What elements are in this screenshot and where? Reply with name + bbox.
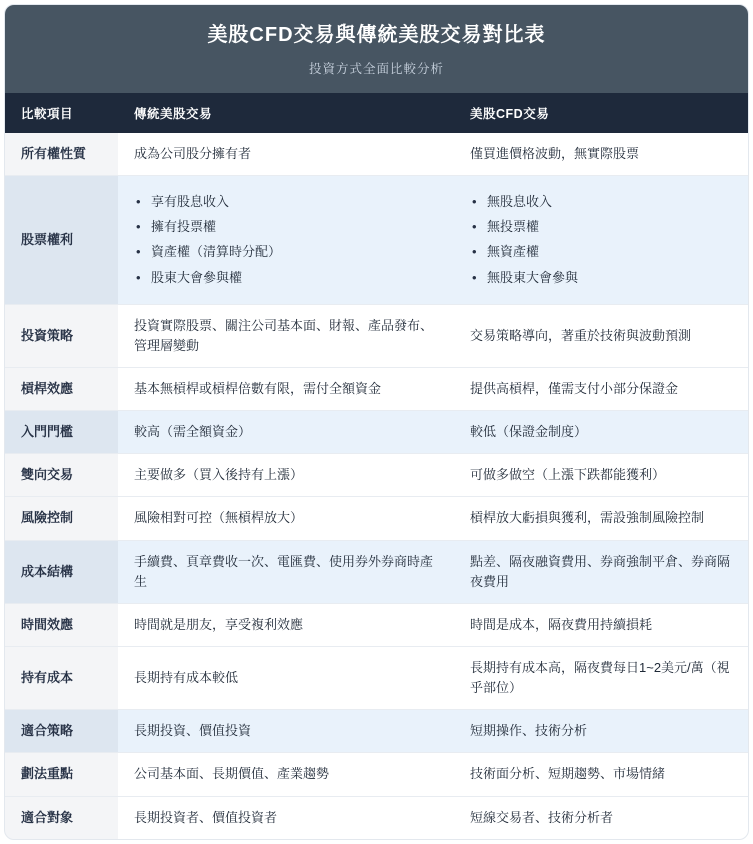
cfd-cell: 提供高槓桿，僅需支付小部分保證金 xyxy=(470,380,679,396)
table-row xyxy=(5,603,748,646)
table-row xyxy=(5,304,748,367)
cfd-cell: 可做多做空（上漲下跌都能獲利） xyxy=(470,467,666,483)
row-label: 時間效應 xyxy=(5,603,118,646)
table-row xyxy=(5,540,748,603)
row-label: 劃法重點 xyxy=(5,753,118,796)
traditional-cell: 主要做多（買入後持有上漲） xyxy=(134,467,304,483)
table-row xyxy=(5,133,748,176)
table-header-row xyxy=(5,93,748,133)
cfd-cell: 較低（保證金制度） xyxy=(470,424,588,440)
row-label: 股票權利 xyxy=(5,176,118,305)
traditional-cell: 風險相對可控（無槓桿放大） xyxy=(134,510,304,526)
bullet-item: • 無投票權 xyxy=(470,217,732,237)
row-label: 槓桿效應 xyxy=(5,367,118,410)
bullet-list xyxy=(470,192,732,288)
bullet-item: • 無資產權 xyxy=(470,242,732,262)
row-label: 持有成本 xyxy=(5,646,118,709)
table-row xyxy=(5,454,748,497)
cfd-cell: 點差、隔夜融資費用、券商強制平倉、券商隔夜費用 xyxy=(470,553,731,589)
table-row xyxy=(5,497,748,540)
traditional-cell: 長期持有成本較低 xyxy=(134,670,239,686)
row-label: 適合策略 xyxy=(5,710,118,753)
bullet-item: • 無股東大會參與 xyxy=(470,268,732,288)
bullet-item: • 擁有投票權 xyxy=(134,217,438,237)
table-row xyxy=(5,411,748,454)
row-label: 雙向交易 xyxy=(5,454,118,497)
cfd-cell: 時間是成本，隔夜費用持續損耗 xyxy=(470,616,653,632)
row-label: 入門門檻 xyxy=(5,411,118,454)
traditional-cell: 基本無槓桿或槓桿倍數有限，需付全額資金 xyxy=(134,380,382,396)
cfd-cell: 短線交易者、技術分析者 xyxy=(470,809,614,825)
row-label: 成本結構 xyxy=(5,540,118,603)
bullet-list xyxy=(134,192,438,288)
row-label: 所有權性質 xyxy=(5,133,118,176)
table-row xyxy=(5,367,748,410)
row-label: 風險控制 xyxy=(5,497,118,540)
cfd-cell: 長期持有成本高，隔夜費每日1~2美元/萬（視乎部位） xyxy=(470,659,730,696)
cfd-cell: 技術面分析、短期趨勢、市場情緒 xyxy=(470,766,666,782)
bullet-item: • 享有股息收入 xyxy=(134,192,438,212)
traditional-cell: 較高（需全額資金） xyxy=(134,424,252,440)
comparison-table xyxy=(5,93,748,839)
bullet-item: • 無股息收入 xyxy=(470,192,732,212)
row-label: 投資策略 xyxy=(5,304,118,367)
traditional-cell xyxy=(118,176,454,305)
cfd-cell: 僅買進價格波動，無實際股票 xyxy=(470,146,640,161)
traditional-cell: 公司基本面、長期價值、產業趨勢 xyxy=(134,766,330,782)
cfd-cell: 短期操作、技術分析 xyxy=(470,723,588,739)
bullet-item: • 資產權（清算時分配） xyxy=(134,242,438,262)
table-row xyxy=(5,176,748,305)
column-header-item: 比較項目 xyxy=(5,93,118,133)
comparison-card xyxy=(4,4,749,840)
cfd-cell: 槓桿放大虧損與獲利，需設強制風險控制 xyxy=(470,510,705,526)
bullet-item: • 股東大會參與權 xyxy=(134,268,438,288)
cfd-cell: 交易策略導向，著重於技術與波動預測 xyxy=(470,327,692,343)
column-header-cfd: 美股CFD交易 xyxy=(454,93,748,133)
page-title: 美股CFD交易與傳統美股交易對比表 xyxy=(207,24,546,46)
page-header xyxy=(5,5,748,93)
page-subtitle: 投資方式全面比較分析 xyxy=(308,62,444,76)
traditional-cell: 長期投資、價值投資 xyxy=(134,723,252,739)
traditional-cell: 長期投資者、價值投資者 xyxy=(134,809,278,825)
traditional-cell: 成為公司股分擁有者 xyxy=(134,146,252,161)
cfd-cell xyxy=(454,176,748,305)
traditional-cell: 時間就是朋友，享受複利效應 xyxy=(134,616,304,632)
table-row xyxy=(5,646,748,709)
traditional-cell: 投資實際股票、關注公司基本面、財報、產品發布、管理層變動 xyxy=(134,317,434,353)
column-header-traditional: 傳統美股交易 xyxy=(118,93,454,133)
traditional-cell: 手續費、頁章費收一次、電匯費、使用券外券商時產生 xyxy=(134,553,434,589)
row-label: 適合對象 xyxy=(5,796,118,839)
table-row xyxy=(5,753,748,796)
table-row xyxy=(5,710,748,753)
table-row xyxy=(5,796,748,839)
